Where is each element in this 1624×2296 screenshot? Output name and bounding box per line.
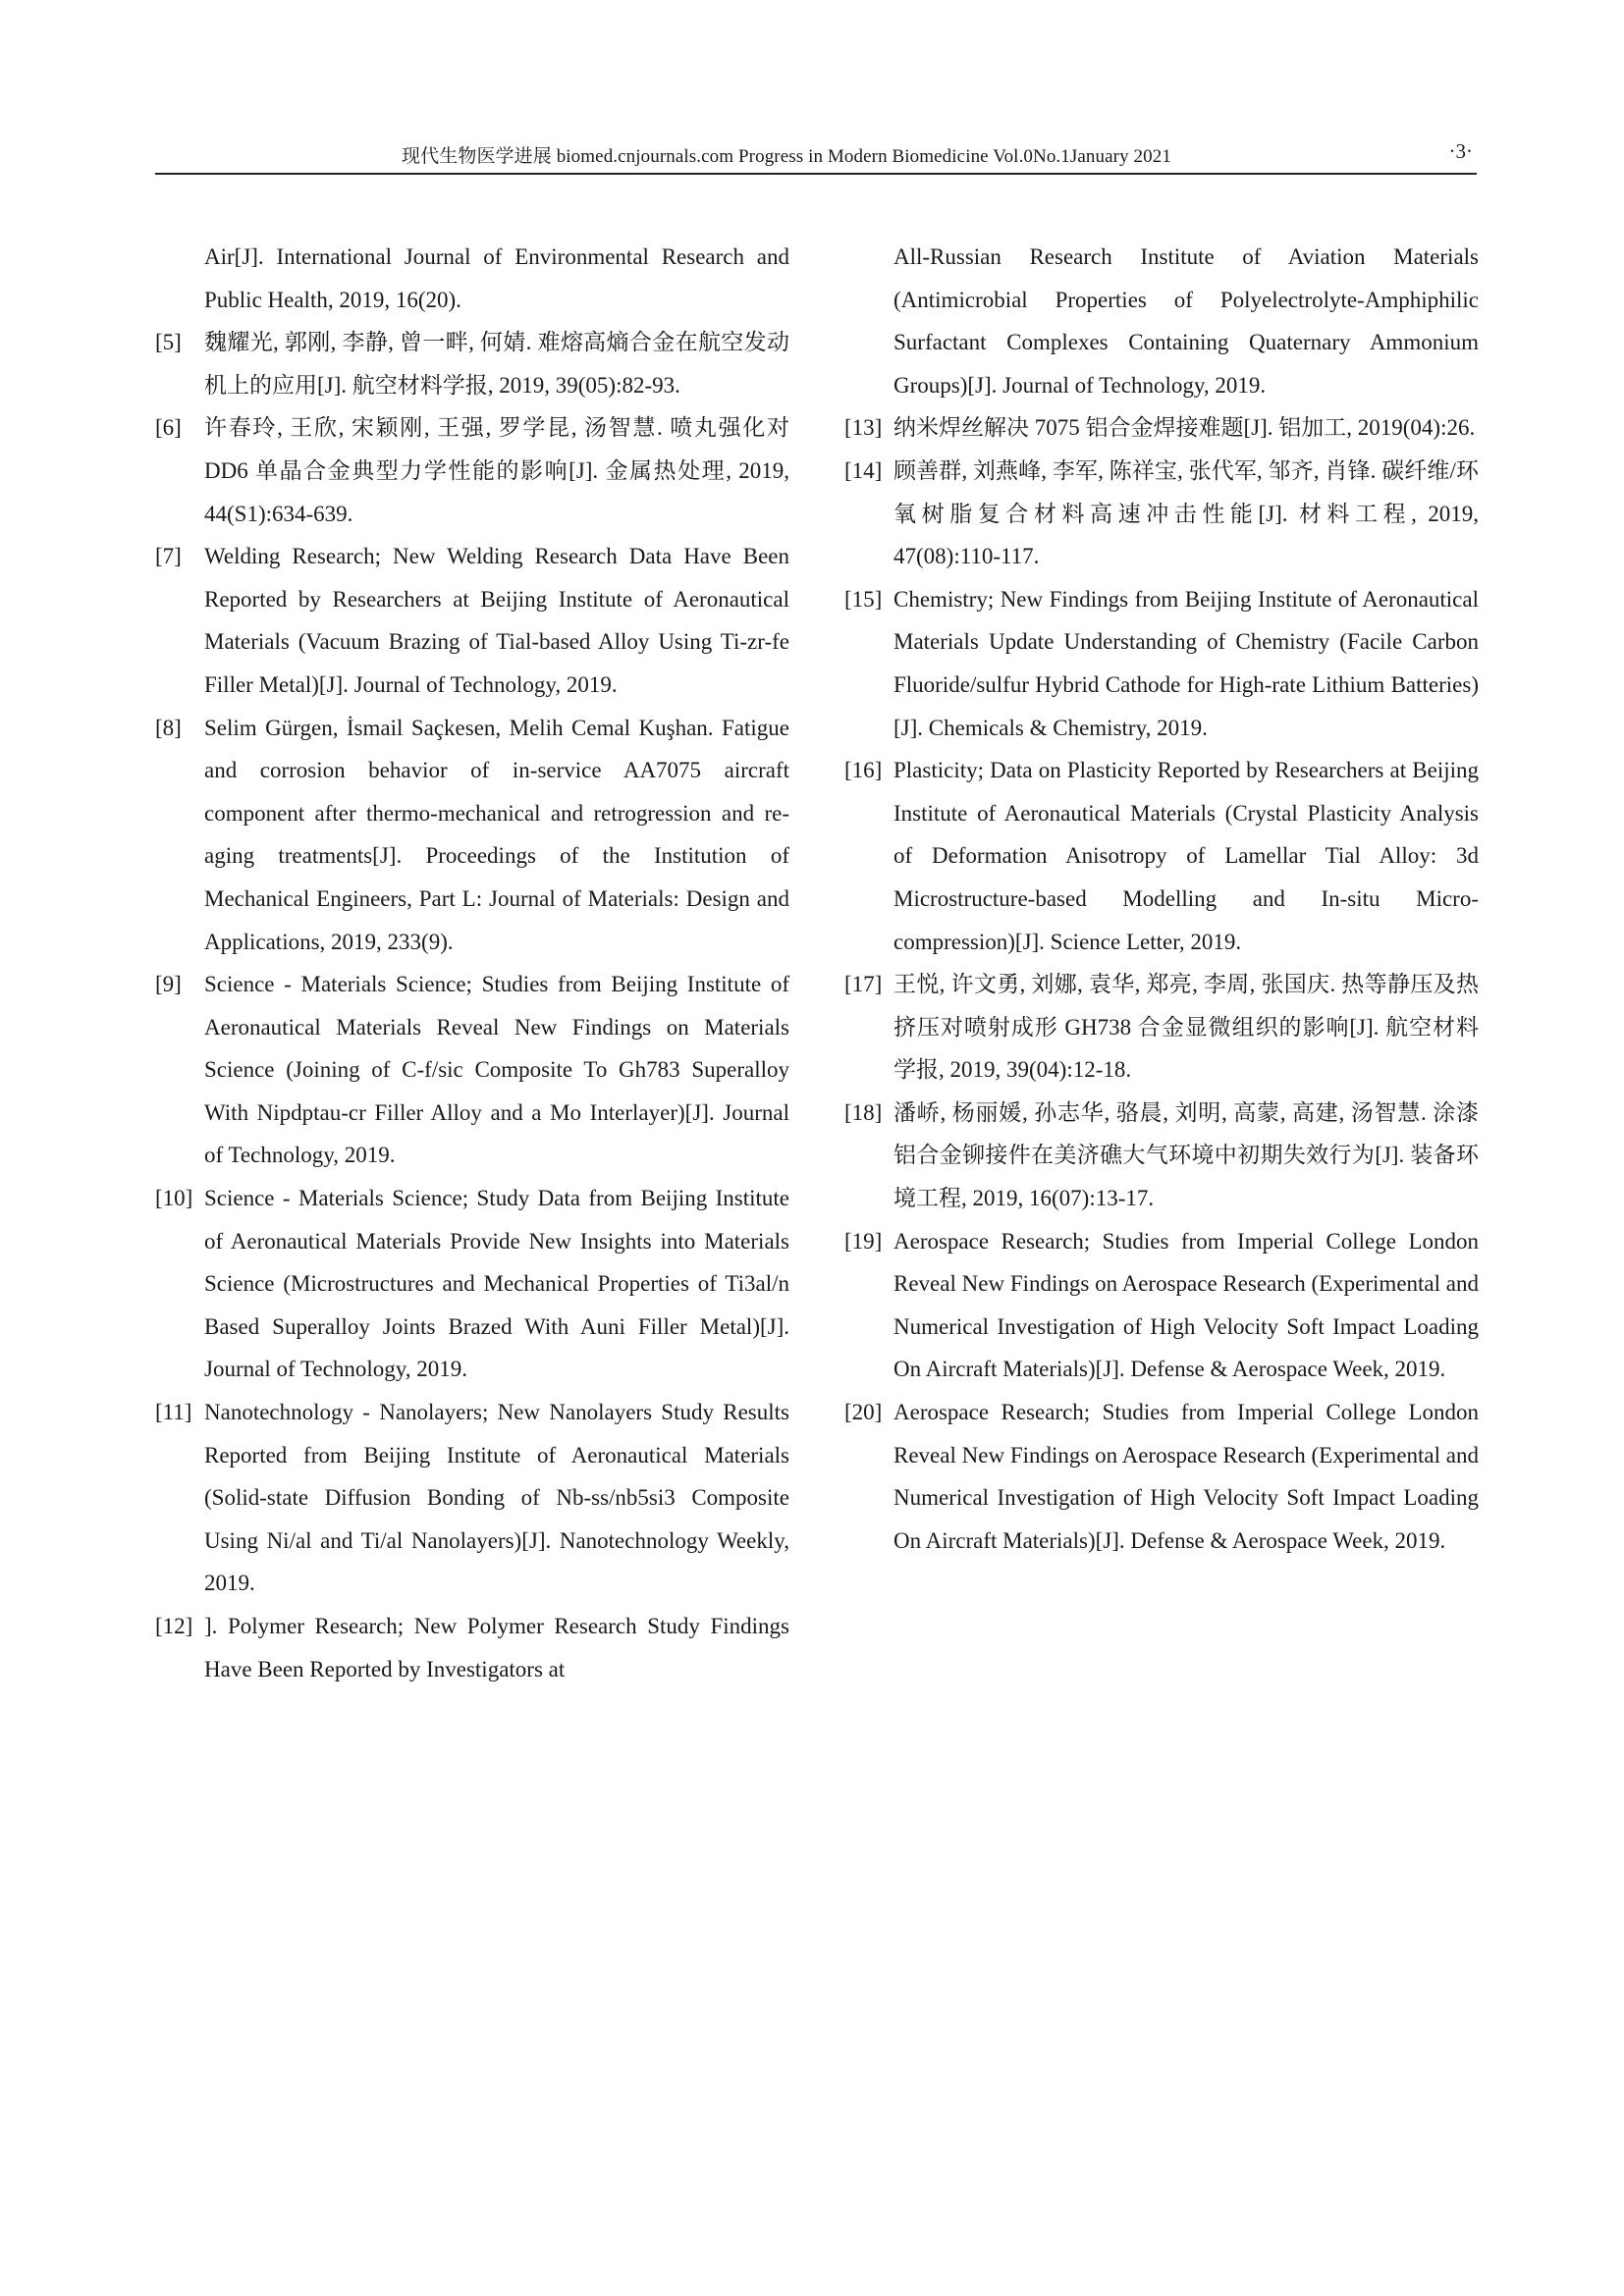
reference-item xyxy=(155,1391,789,1605)
reference-item xyxy=(844,1220,1479,1391)
references-right-column xyxy=(844,236,1479,1562)
reference-text: 魏耀光, 郭刚, 李静, 曾一畔, 何婧. 难熔高熵合金在航空发动机上的应用[J]. 航空材料学报, 2019, 39(05):82-93. xyxy=(204,330,789,398)
reference-text: Science - Materials Science; Study Data from Beijing Institute of Aeronautical Materials Provide New Insights into Materials Science (Microstructures and Mechanical Properties of Ti3al/n Based Superalloy Joints Brazed With Auni Filler Metal)[J]. Journal of Technology, 2019. xyxy=(204,1186,789,1382)
reference-text: Welding Research; New Welding Research Data Have Been Reported by Researchers at Beijing Institute of Aeronautical Materials (Vacuum Brazing of Tial-based Alloy Using Ti-zr-fe Filler Metal)[J]. Journal of Technology, 2019. xyxy=(204,544,789,697)
reference-item xyxy=(844,406,1479,450)
running-header xyxy=(155,137,1477,175)
reference-text: 纳米焊丝解决 7075 铝合金焊接难题[J]. 铝加工, 2019(04):26. xyxy=(893,415,1476,441)
page-number: ·3· xyxy=(1448,139,1473,163)
reference-number: [5] xyxy=(155,330,182,355)
reference-number: [18] xyxy=(844,1099,883,1125)
reference-number: [13] xyxy=(844,415,883,441)
reference-text: Air[J]. International Journal of Environmental Research and Public Health, 2019, 16(20). xyxy=(204,244,789,312)
reference-item xyxy=(844,450,1479,578)
reference-number: [17] xyxy=(844,972,883,997)
reference-number: [20] xyxy=(844,1400,883,1425)
reference-number: [10] xyxy=(155,1186,193,1211)
reference-item xyxy=(155,707,789,964)
reference-number: [11] xyxy=(155,1400,192,1425)
reference-text: Nanotechnology - Nanolayers; New Nanolayers Study Results Reported from Beijing Institute of Aeronautical Materials (Solid-state Diffusion Bonding of Nb-ss/nb5si3 Composite Using Ni/al and Ti/al Nanolayers)[J]. Nanotechnology Weekly, 2019. xyxy=(204,1400,789,1596)
reference-text: Plasticity; Data on Plasticity Reported by Researchers at Beijing Institute of Aeronautical Materials (Crystal Plasticity Analysis of Deformation Anisotropy of Lamellar Tial Alloy: 3d Microstructure-based Modelling and In-situ Micro-compression)[J]. Science Letter, 2019. xyxy=(893,758,1479,954)
reference-number: [6] xyxy=(155,415,182,441)
reference-text: Science - Materials Science; Studies from Beijing Institute of Aeronautical Materials Reveal New Findings on Materials Science (Joining of C-f/sic Composite To Gh783 Superalloy With Nipdptau-cr Filler Alloy and a Mo Interlayer)[J]. Journal of Technology, 2019. xyxy=(204,972,789,1168)
reference-item xyxy=(155,535,789,706)
reference-text: Aerospace Research; Studies from Imperial College London Reveal New Findings on Aerospace Research (Experimental and Numerical Investigation of High Velocity Soft Impact Loading On Aircraft Materials)[J]. Defense & Aerospace Week, 2019. xyxy=(893,1400,1479,1553)
reference-number: [8] xyxy=(155,715,182,740)
reference-item xyxy=(155,236,789,321)
reference-text: ]. Polymer Research; New Polymer Research Study Findings Have Been Reported by Investigators at xyxy=(204,1614,789,1682)
reference-number: [16] xyxy=(844,758,883,783)
references-left-column xyxy=(155,236,789,1690)
reference-text: 王悦, 许文勇, 刘娜, 袁华, 郑亮, 李周, 张国庆. 热等静压及热挤压对喷射成形 GH738 合金显微组织的影响[J]. 航空材料学报, 2019, 39(04):12-18. xyxy=(893,972,1479,1083)
reference-number: [19] xyxy=(844,1228,883,1254)
reference-number: [15] xyxy=(844,586,883,612)
reference-text: Selim Gürgen, İsmail Saçkesen, Melih Cemal Kuşhan. Fatigue and corrosion behavior of in-service AA7075 aircraft component after thermo-mechanical and retrogression and re-aging treatments[J]. Proceedings of the Institution of Mechanical Engineers, Part L: Journal of Materials: Design and Applications, 2019, 233(9). xyxy=(204,715,789,954)
reference-number: [14] xyxy=(844,457,883,483)
reference-text: Aerospace Research; Studies from Imperial College London Reveal New Findings on Aerospace Research (Experimental and Numerical Investigation of High Velocity Soft Impact Loading On Aircraft Materials)[J]. Defense & Aerospace Week, 2019. xyxy=(893,1228,1479,1382)
journal-title: 现代生物医学进展 biomed.cnjournals.com Progress in Modern Biomedicine Vol.0No.1January 2021 xyxy=(402,146,1171,167)
reference-text: All-Russian Research Institute of Aviation Materials (Antimicrobial Properties of Polyelectrolyte-Amphiphilic Surfactant Complexes Containing Quaternary Ammonium Groups)[J]. Journal of Technology, 2019. xyxy=(893,244,1479,398)
reference-item xyxy=(155,1605,789,1690)
reference-number: [7] xyxy=(155,544,182,569)
reference-number: [12] xyxy=(155,1614,193,1638)
reference-item xyxy=(844,1391,1479,1562)
reference-text: 许春玲, 王欣, 宋颖刚, 王强, 罗学昆, 汤智慧. 喷丸强化对 DD6 单晶合金典型力学性能的影响[J]. 金属热处理, 2019, 44(S1):634-639. xyxy=(204,415,789,526)
reference-item xyxy=(844,1092,1479,1220)
reference-number: [9] xyxy=(155,972,182,997)
reference-text: 顾善群, 刘燕峰, 李军, 陈祥宝, 张代军, 邹齐, 肖锋. 碳纤维/环氧树脂复合材料高速冲击性能[J]. 材料工程, 2019, 47(08):110-117. xyxy=(893,457,1479,569)
reference-item xyxy=(155,321,789,406)
reference-item xyxy=(155,406,789,535)
reference-item xyxy=(844,749,1479,963)
reference-item xyxy=(844,963,1479,1092)
reference-item xyxy=(155,1177,789,1391)
reference-item xyxy=(155,963,789,1177)
reference-text: Chemistry; New Findings from Beijing Institute of Aeronautical Materials Update Understanding of Chemistry (Facile Carbon Fluoride/sulfur Hybrid Cathode for High-rate Lithium Batteries)[J]. Chemicals & Chemistry, 2019. xyxy=(893,586,1479,740)
reference-item xyxy=(844,236,1479,406)
reference-text: 潘峤, 杨丽媛, 孙志华, 骆晨, 刘明, 高蒙, 高建, 汤智慧. 涂漆铝合金铆接件在美济礁大气环境中初期失效行为[J]. 装备环境工程, 2019, 16(07):13-17. xyxy=(893,1099,1479,1211)
reference-item xyxy=(844,578,1479,749)
